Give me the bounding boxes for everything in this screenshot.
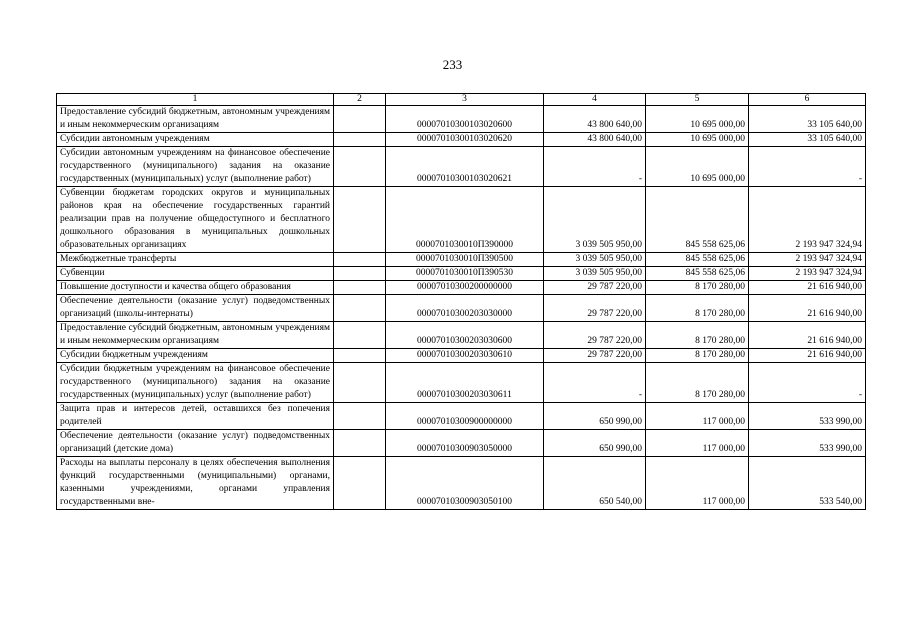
row-value-6-cell: 533 990,00 [749,430,866,457]
row-value-5-cell: 8 170 280,00 [646,295,749,322]
row-col2-cell [334,295,386,322]
row-code-cell: 00007010300203030611 [386,363,544,403]
column-header-1: 1 [57,94,334,106]
row-value-6-cell: 533 540,00 [749,457,866,510]
row-col2-cell [334,403,386,430]
row-value-4-cell: 650 990,00 [544,430,646,457]
row-value-4-cell: 3 039 505 950,00 [544,267,646,281]
row-value-4-cell: - [544,363,646,403]
row-name-cell: Предоставление субсидий бюджетным, автономным учреждениям и иным некоммерческим организациям [57,322,334,349]
row-value-4-cell: 3 039 505 950,00 [544,187,646,253]
budget-table [56,93,866,510]
row-code-cell: 0000701030010П390000 [386,187,544,253]
row-code-cell: 0000701030010П390530 [386,267,544,281]
row-col2-cell [334,322,386,349]
row-code-cell: 00007010300200000000 [386,281,544,295]
row-name-cell: Субсидии автономным учреждениям на финансовое обеспечение государственного (муниципального) задания на оказание государственных (муниципальных) услуг (выполнение работ) [57,147,334,187]
table-row [57,106,866,133]
row-code-cell: 00007010300903050000 [386,430,544,457]
table-row [57,349,866,363]
row-col2-cell [334,267,386,281]
row-col2-cell [334,430,386,457]
row-value-6-cell: 33 105 640,00 [749,106,866,133]
table-row [57,187,866,253]
row-code-cell: 00007010300203030600 [386,322,544,349]
row-code-cell: 0000701030010П390500 [386,253,544,267]
table-row [57,267,866,281]
row-col2-cell [334,133,386,147]
column-header-4: 4 [544,94,646,106]
row-value-4-cell: 3 039 505 950,00 [544,253,646,267]
row-value-6-cell: 2 193 947 324,94 [749,267,866,281]
row-value-5-cell: 10 695 000,00 [646,106,749,133]
row-value-6-cell: 2 193 947 324,94 [749,187,866,253]
row-value-5-cell: 845 558 625,06 [646,187,749,253]
table-row [57,133,866,147]
row-value-5-cell: 10 695 000,00 [646,133,749,147]
row-name-cell: Защита прав и интересов детей, оставшихся без попечения родителей [57,403,334,430]
row-value-5-cell: 845 558 625,06 [646,253,749,267]
row-code-cell: 00007010300103020621 [386,147,544,187]
column-header-2: 2 [334,94,386,106]
row-value-4-cell: 650 540,00 [544,457,646,510]
row-value-5-cell: 117 000,00 [646,457,749,510]
row-code-cell: 00007010300900000000 [386,403,544,430]
row-value-6-cell: 21 616 940,00 [749,322,866,349]
table-row [57,281,866,295]
row-col2-cell [334,363,386,403]
row-name-cell: Обеспечение деятельности (оказание услуг) подведомственных организаций (детские дома) [57,430,334,457]
row-name-cell: Межбюджетные трансферты [57,253,334,267]
table-row [57,253,866,267]
row-name-cell: Повышение доступности и качества общего образования [57,281,334,295]
row-code-cell: 00007010300103020600 [386,106,544,133]
page-number: 233 [442,57,463,72]
row-col2-cell [334,457,386,510]
row-value-6-cell: 33 105 640,00 [749,133,866,147]
column-header-5: 5 [646,94,749,106]
column-header-6: 6 [749,94,866,106]
row-value-5-cell: 8 170 280,00 [646,349,749,363]
row-value-5-cell: 845 558 625,06 [646,267,749,281]
row-name-cell: Субсидии бюджетным учреждениям [57,349,334,363]
row-code-cell: 00007010300903050100 [386,457,544,510]
table-row [57,147,866,187]
table-row [57,430,866,457]
row-value-5-cell: 117 000,00 [646,403,749,430]
table-row [57,457,866,510]
row-name-cell: Субвенции бюджетам городских округов и муниципальных районов края на обеспечение государственных гарантий реализации прав на получение общедоступного и бесплатного дошкольного образования в муниципальных дошкольных образовательных организациях [57,187,334,253]
row-value-4-cell: 29 787 220,00 [544,295,646,322]
row-value-6-cell: 533 990,00 [749,403,866,430]
table-row [57,322,866,349]
row-code-cell: 00007010300103020620 [386,133,544,147]
table-row [57,363,866,403]
budget-table-body [57,94,866,510]
row-value-4-cell: 650 990,00 [544,403,646,430]
row-name-cell: Субсидии автономным учреждениям [57,133,334,147]
row-col2-cell [334,106,386,133]
row-col2-cell [334,281,386,295]
row-value-4-cell: 29 787 220,00 [544,349,646,363]
column-header-3: 3 [386,94,544,106]
row-value-6-cell: 21 616 940,00 [749,281,866,295]
row-value-6-cell: 21 616 940,00 [749,349,866,363]
row-name-cell: Предоставление субсидий бюджетным, автономным учреждениям и иным некоммерческим организациям [57,106,334,133]
row-value-4-cell: 29 787 220,00 [544,322,646,349]
row-value-4-cell: 43 800 640,00 [544,106,646,133]
row-code-cell: 00007010300203030000 [386,295,544,322]
row-value-6-cell: 2 193 947 324,94 [749,253,866,267]
row-value-4-cell: 43 800 640,00 [544,133,646,147]
row-col2-cell [334,187,386,253]
table-row [57,295,866,322]
row-value-5-cell: 117 000,00 [646,430,749,457]
row-code-cell: 00007010300203030610 [386,349,544,363]
row-value-4-cell: 29 787 220,00 [544,281,646,295]
row-value-6-cell: - [749,147,866,187]
row-value-4-cell: - [544,147,646,187]
row-value-5-cell: 8 170 280,00 [646,281,749,295]
row-name-cell: Субсидии бюджетным учреждениям на финансовое обеспечение государственного (муниципального) задания на оказание государственных (муниципальных) услуг (выполнение работ) [57,363,334,403]
row-value-5-cell: 10 695 000,00 [646,147,749,187]
row-col2-cell [334,147,386,187]
row-value-5-cell: 8 170 280,00 [646,363,749,403]
row-value-5-cell: 8 170 280,00 [646,322,749,349]
row-value-6-cell: 21 616 940,00 [749,295,866,322]
row-name-cell: Расходы на выплаты персоналу в целях обеспечения выполнения функций государственными (муниципальными) органами, казенными учреждениями, органами управления государственными вне- [57,457,334,510]
row-name-cell: Субвенции [57,267,334,281]
column-number-row [57,94,866,106]
table-row [57,403,866,430]
row-col2-cell [334,253,386,267]
row-name-cell: Обеспечение деятельности (оказание услуг) подведомственных организаций (школы-интернаты) [57,295,334,322]
row-col2-cell [334,349,386,363]
row-value-6-cell: - [749,363,866,403]
